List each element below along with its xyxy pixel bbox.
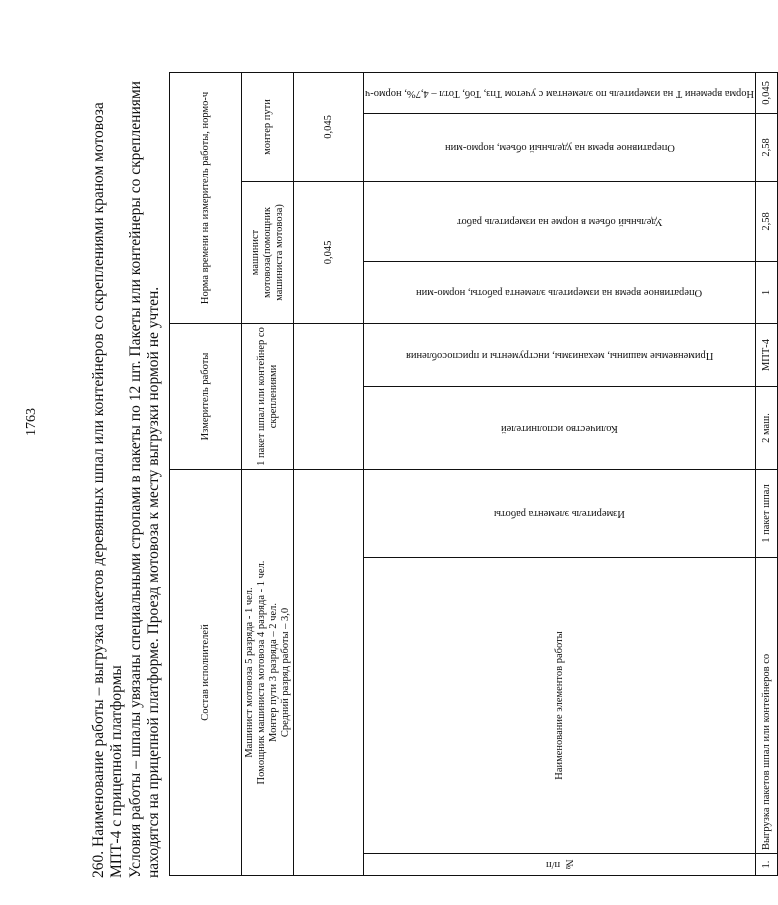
num-header [364, 854, 756, 876]
row-machine: МПТ-4 [756, 323, 778, 386]
executors-count-header-text: Количество исполнителей [501, 423, 618, 434]
executors-count-header [364, 387, 756, 470]
machines-header-text: Применяемые машины, механизмы, инструменты и приспособления [405, 350, 714, 361]
row-norm: 0,045 [756, 72, 778, 113]
work-conditions [127, 48, 163, 878]
row-count: 2 маш. [756, 387, 778, 470]
rotated-page-content [90, 48, 772, 884]
norms-table [169, 72, 778, 876]
work-title-line-1: 260. Наименование работы – выгрузка пакетов деревянных шпал или контейнеров со скреплениями краном мотовоза [90, 102, 107, 878]
norm-element-header-text: Норма времени Т на измеритель по элементам с учетом Тпз, Тоб, Тотл – 4,7%, нормо-ч [365, 87, 755, 99]
norm-value-1: 0,045 [294, 181, 364, 323]
op-time-volume-header [364, 113, 756, 181]
element-name-header: Наименование элементов работы [364, 558, 756, 854]
staff-line-3: Монтер пути 3 разряда – 2 чел. [267, 603, 279, 742]
staff-line-1: Машинист мотовоза 5 разряда - 1 чел. [243, 587, 255, 758]
row-num: 1. [756, 854, 778, 876]
norm-element-header [364, 72, 756, 113]
work-conditions-line-1: Условия работы – шпалы увязаны специальными стропами в пакеты по 12 шт. Пакеты или контейнеры со скреплениями [127, 81, 144, 878]
num-header-text: № п/п [545, 859, 574, 871]
staff-header: Состав исполнителей [170, 470, 242, 876]
machines-header [364, 323, 756, 386]
volume-per-unit-header [364, 181, 756, 261]
element-unit-header-text: Измеритель элемента работы [494, 508, 625, 520]
work-unit-cell: 1 пакет шпал или контейнер со скреплениями [242, 323, 294, 469]
element-unit-header [364, 470, 756, 558]
work-title [90, 48, 126, 878]
work-unit-header: Измеритель работы [170, 323, 242, 469]
spacer-cell [294, 470, 364, 876]
op-time-element-header [364, 261, 756, 323]
norm-role-1: машинист мотовоза(помощник машиниста мотовоза) [242, 181, 294, 323]
table-row [756, 72, 778, 875]
norm-value-2: 0,045 [294, 72, 364, 181]
op-time-volume-header-text: Оперативное время на удельный объем, нормо-мин [444, 142, 675, 154]
row-unit: 1 пакет шпал [756, 470, 778, 558]
row-op-time: 1 [756, 261, 778, 323]
norm-header: Норма времени на измеритель работы, нормо-ч [170, 72, 242, 323]
row-name: Выгрузка пакетов шпал или контейнеров со [756, 558, 778, 854]
volume-per-unit-header-text: Удельный объем в норме на измеритель работ [456, 216, 663, 228]
staff-line-4: Средний разряд работы – 3,0 [279, 607, 291, 738]
work-title-line-2: МПТ-4 с прицепной платформы [108, 665, 125, 878]
norm-role-2: монтер пути [242, 72, 294, 181]
work-conditions-line-2: находятся на прицепной платформе. Проезд мотовоза к месту выгрузки нормой не учтен. [145, 286, 162, 878]
row-op-volume: 2,58 [756, 113, 778, 181]
staff-line-2: Помощник машиниста мотовоза 4 разряда - 1 чел. [255, 560, 267, 785]
op-time-element-header-text: Оперативное время на измеритель элемента работы, нормо-мин [416, 287, 703, 299]
row-volume: 2,58 [756, 181, 778, 261]
spacer-cell-2 [294, 323, 364, 469]
page-number: 1763 [24, 408, 39, 436]
staff-composition-cell [242, 470, 294, 876]
